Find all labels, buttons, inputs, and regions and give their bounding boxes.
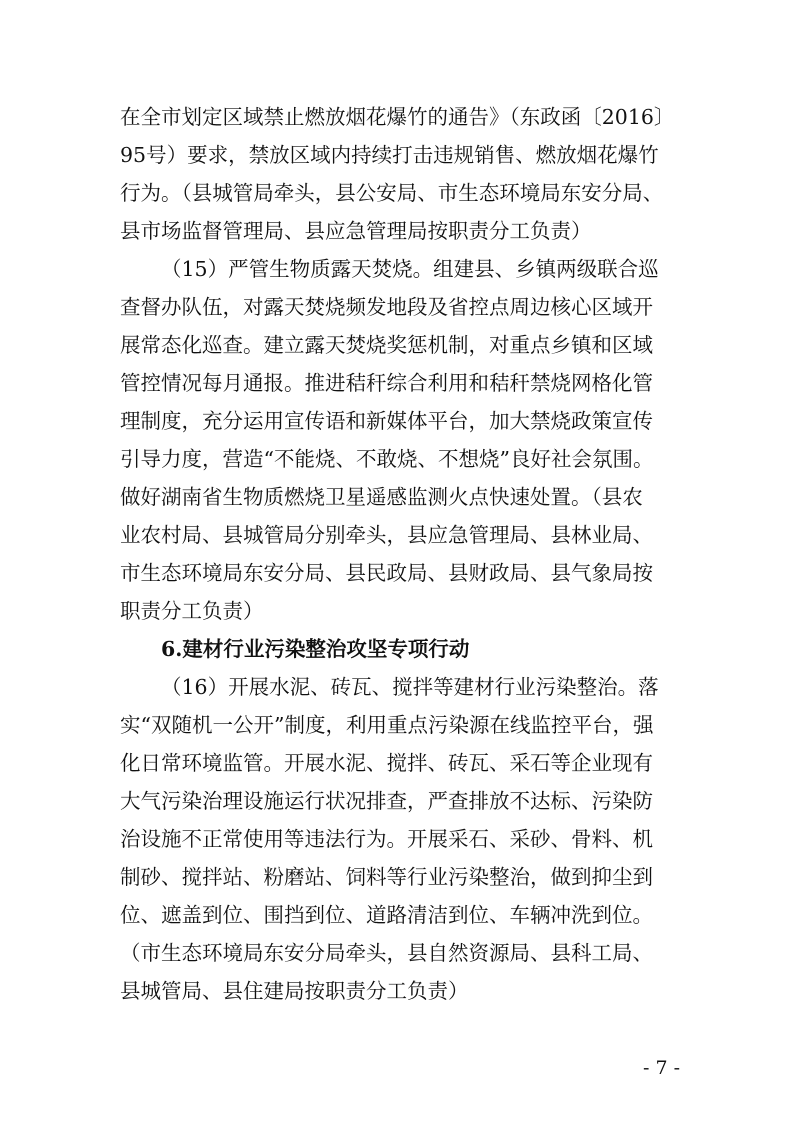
text-line: 县市场监督管理局、县应急管理局按职责分工负责） xyxy=(120,219,592,243)
text-line: （市生态环境局东安分局牵头，县自然资源局、县科工局、 xyxy=(120,941,653,965)
text-line: 县城管局、县住建局按职责分工负责） xyxy=(120,979,469,1003)
text-line: 制砂、搅拌站、粉磨站、饲料等行业污染整治，做到抑尘到 xyxy=(120,865,653,889)
text-line: 展常态化巡查。建立露天焚烧奖惩机制，对重点乡镇和区域 xyxy=(120,333,653,357)
paragraph-start-line: （16）开展水泥、砖瓦、搅拌等建材行业污染整治。落 xyxy=(161,675,659,699)
text-line: 实“双随机一公开”制度，利用重点污染源在线监控平台，强 xyxy=(120,713,654,737)
text-line: 行为。（县城管局牵头，县公安局、市生态环境局东安分局、 xyxy=(120,181,664,205)
section-heading: 6.建材行业污染整治攻坚专项行动 xyxy=(161,637,470,661)
text-line: 查督办队伍，对露天焚烧频发地段及省控点周边核心区域开 xyxy=(120,295,653,319)
text-line: 位、遮盖到位、围挡到位、道路清洁到位、车辆冲洗到位。 xyxy=(120,903,653,927)
text-line: 职责分工负责） xyxy=(120,599,264,623)
text-line: 管控情况每月通报。推进秸秆综合利用和秸秆禁烧网格化管 xyxy=(120,371,653,395)
text-line: 理制度，充分运用宣传语和新媒体平台，加大禁烧政策宣传 xyxy=(120,409,653,433)
text-line: 引导力度，营造“不能烧、不敢烧、不想烧”良好社会氛围。 xyxy=(120,447,654,471)
text-line: 在全市划定区域禁止燃放烟花爆竹的通告》（东政函〔2016〕 xyxy=(120,105,675,129)
document-body xyxy=(120,98,680,1010)
text-line: 做好湖南省生物质燃烧卫星遥感监测火点快速处置。（县农 xyxy=(120,485,643,509)
paragraph-start-line: （15）严管生物质露天焚烧。组建县、乡镇两级联合巡 xyxy=(161,257,659,281)
text-line: 治设施不正常使用等违法行为。开展采石、采砂、骨料、机 xyxy=(120,827,653,851)
page-number: - 7 - xyxy=(642,1057,680,1079)
text-line: 市生态环境局东安分局、县民政局、县财政局、县气象局按 xyxy=(120,561,653,585)
text-line: 化日常环境监管。开展水泥、搅拌、砖瓦、采石等企业现有 xyxy=(120,751,653,775)
text-line: 95号）要求，禁放区域内持续打击违规销售、燃放烟花爆竹 xyxy=(120,143,659,167)
text-line: 业农村局、县城管局分别牵头，县应急管理局、县林业局、 xyxy=(120,523,653,547)
text-line: 大气污染治理设施运行状况排查，严查排放不达标、污染防 xyxy=(120,789,653,813)
